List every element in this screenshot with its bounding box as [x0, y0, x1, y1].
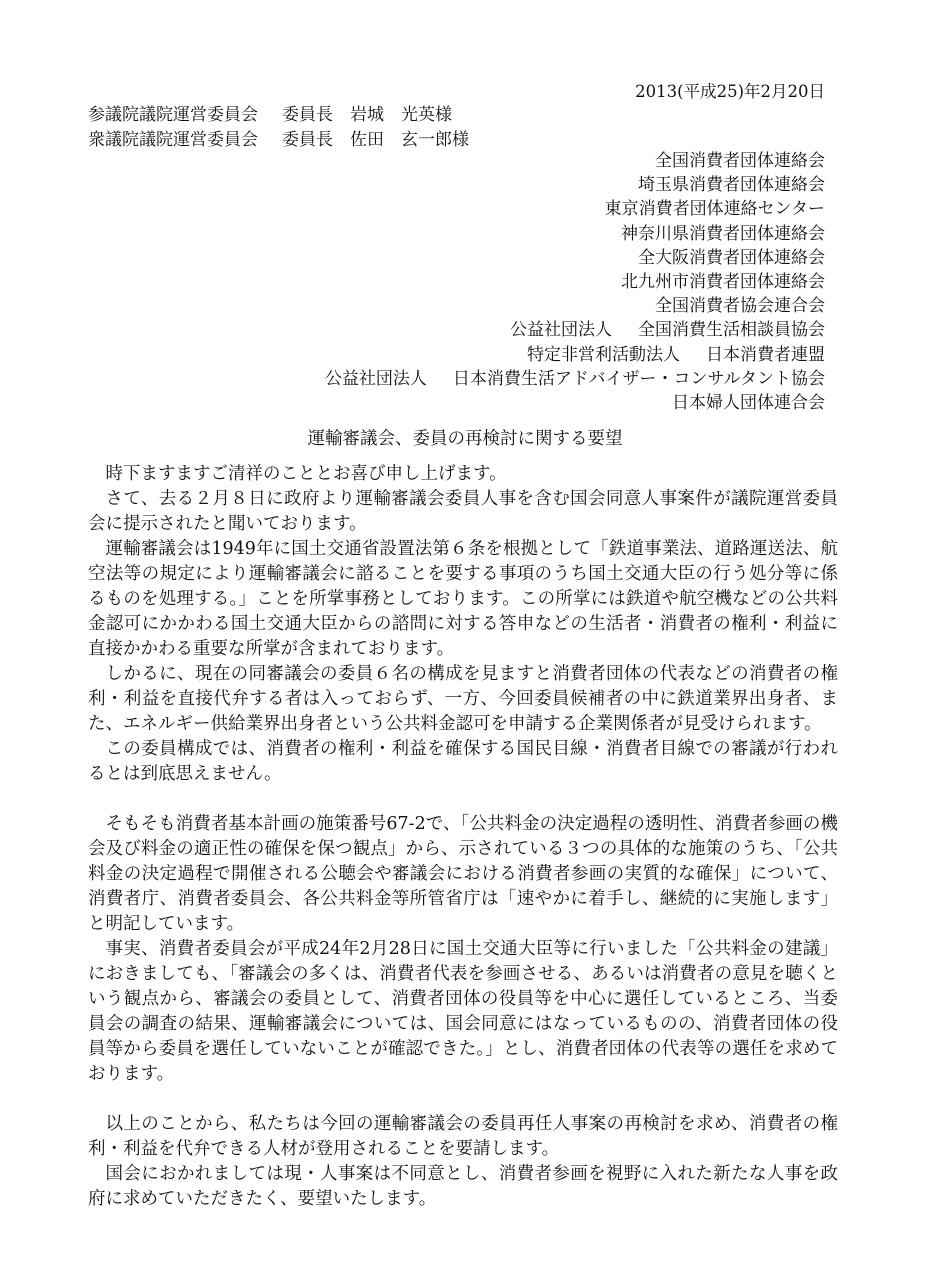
paragraph-block [88, 462, 838, 787]
paragraph: 時下ますますご清祥のこととお喜び申し上げます。 [105, 464, 507, 484]
paragraph: この委員構成では、消費者の権利・利益を確保する国民目線・消費者目線での審議が行われるとは到底思えません。 [88, 739, 838, 784]
sender [325, 246, 825, 270]
sender-name: 全大阪消費者団体連絡会 [638, 247, 825, 268]
document-date: 2013(平成25)年2月20日 [635, 82, 825, 101]
sender-name: 北九州市消費者団体連絡会 [621, 272, 825, 293]
addressee [88, 103, 469, 128]
sender [325, 197, 825, 221]
sender-name: 日本婦人団体連合会 [672, 393, 825, 414]
paragraph: 事実、消費者委員会が平成24年2月28日に国土交通大臣等に行いました「公共料金の建議」におきましても、「審議会の多くは、消費者代表を参画させる、あるいは消費者の意見を聴くという観点から、審議会の委員として、消費者団体の役員等を中心に選任しているところ、当委員会の調査の結果、運輸審議会については、国会同意にはなっているものの、消費者団体の役員等から委員を選任していないことが確認できた。」とし、消費者団体の代表等の選任を求めております。 [88, 939, 838, 1084]
sender-list [325, 149, 825, 415]
addressee-org: 衆議院議院運営委員会 [88, 130, 258, 150]
paragraph: 運輸審議会は1949年に国土交通省設置法第６条を根拠として「鉄道事業法、道路運送法、航空法等の規定により運輸審議会に諮ることを要する事項のうち国土交通大臣の行う処分等に係るものを処理する。」ことを所掌事務としております。この所掌には鉄道や航空機などの公共料金認可にかかわる国土交通大臣からの諮問に対する答申などの生活者・消費者の権利・利益に直接かかわる重要な所掌が含まれております。 [88, 539, 838, 659]
sender-name: 埼玉県消費者団体連絡会 [638, 175, 825, 196]
paragraph: 国会におかれましては現・人事案は不同意とし、消費者参画を視野に入れた新たな人事を政府に求めていただきたく、要望いたします。 [88, 1164, 838, 1209]
sender-name: 全国消費生活相談員協会 [638, 320, 825, 341]
sender [325, 222, 825, 246]
addressee-org: 参議院議院運営委員会 [88, 105, 258, 125]
sender-name: 全国消費者協会連合会 [655, 296, 825, 317]
paragraph: 以上のことから、私たちは今回の運輸審議会の委員再任人事案の再検討を求め、消費者の権利・利益を代弁できる人材が登用されることを要請します。 [88, 1114, 838, 1159]
sender-name: 東京消費者団体連絡センター [604, 199, 825, 220]
addressee-role: 委員長 [282, 105, 333, 125]
addressee-name: 岩城 光英様 [350, 105, 452, 125]
paragraph: しかるに、現在の同審議会の委員６名の構成を見ますと消費者団体の代表などの消費者の権利・利益を直接代弁する者は入っておらず、一方、今回委員候補者の中に鉄道業界出身者、また、エネルギー供給業界出身者という公共料金認可を申請する企業関係者が見受けられます。 [88, 664, 838, 734]
sender-name: 日本消費生活アドバイザー・コンサルタント協会 [452, 368, 825, 389]
sender [325, 294, 825, 318]
paragraph-block [88, 1112, 838, 1212]
sender-kind: 特定非営利活動法人 [527, 344, 680, 365]
sender-name: 全国消費者団体連絡会 [655, 151, 825, 171]
sender [325, 149, 825, 173]
addressee-role: 委員長 [282, 130, 333, 150]
sender [325, 270, 825, 294]
addressee-list [88, 103, 469, 153]
sender [325, 367, 825, 391]
sender [325, 343, 825, 367]
document-body [88, 462, 838, 1237]
sender-name: 日本消費者連盟 [706, 344, 825, 365]
sender-kind: 公益社団法人 [510, 320, 612, 341]
sender [325, 391, 825, 415]
paragraph: さて、去る２月８日に政府より運輸審議会委員人事を含む国会同意人事案件が議院運営委員会に提示されたと聞いております。 [88, 489, 838, 534]
sender-name: 神奈川県消費者団体連絡会 [621, 223, 825, 244]
addressee-name: 佐田 玄一郎様 [350, 130, 469, 150]
sender-kind: 公益社団法人 [324, 368, 427, 389]
sender [325, 173, 825, 197]
document-title: 運輸審議会、委員の再検討に関する要望 [307, 429, 623, 449]
paragraph-block [88, 812, 838, 1087]
sender [325, 318, 825, 342]
paragraph: そもそも消費者基本計画の施策番号67-2で、「公共料金の決定過程の透明性、消費者参画の機会及び料金の適正性の確保を保つ観点」から、示されている３つの具体的な施策のうち、「公共料金の決定過程で開催される公聴会や審議会における消費者参画の実質的な確保」について、消費者庁、消費者委員会、各公共料金等所管省庁は「速やかに着手し、継続的に実施します」と明記しています。 [88, 814, 838, 934]
